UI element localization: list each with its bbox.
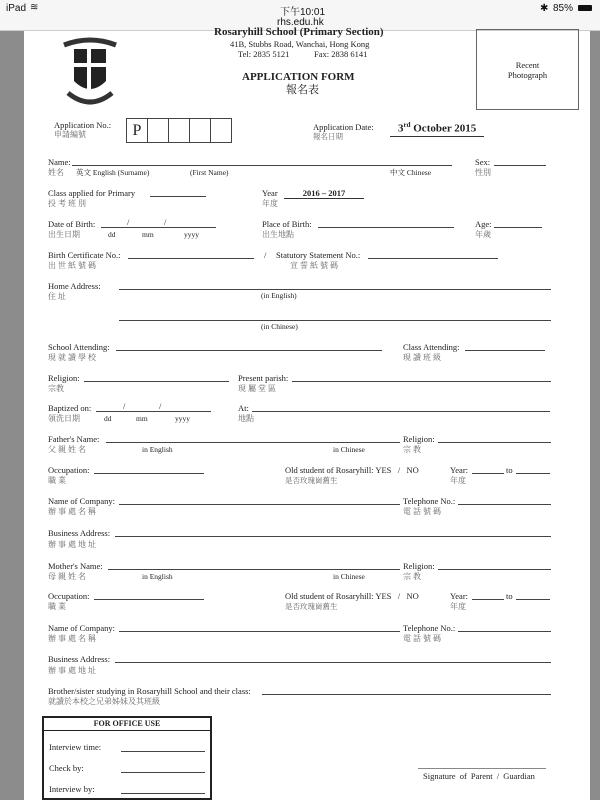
siblings-field[interactable]	[262, 694, 551, 695]
mother-business-address-field[interactable]	[115, 662, 551, 663]
app-date-label-zh: 報名日期	[313, 132, 343, 141]
app-no-prefix: P	[126, 118, 148, 143]
device-label: iPad	[6, 3, 27, 14]
mother-business-address-label-zh: 辦 事 處 地 址	[48, 666, 96, 675]
yyyy-hint: yyyy	[184, 230, 199, 239]
father-company-label-zh: 辦 事 處 名 稱	[48, 507, 96, 516]
father-religion-label: Religion:	[403, 434, 435, 444]
year-label-zh: 年度	[262, 199, 278, 208]
class-label: Class applied for Primary	[48, 188, 136, 198]
religion-label-zh: 宗教	[48, 384, 64, 393]
year-value: 2016 – 2017	[284, 188, 364, 199]
interview-by-field[interactable]	[121, 793, 205, 794]
first-name-hint: (First Name)	[190, 168, 229, 177]
mother-company-label-zh: 辦 事 處 名 稱	[48, 634, 96, 643]
to-label: to	[506, 465, 513, 475]
year-label-zh: 年度	[450, 476, 466, 485]
slash: /	[127, 217, 130, 227]
mother-religion-label: Religion:	[403, 561, 435, 571]
mother-company-label: Name of Company:	[48, 623, 116, 633]
office-use-box	[42, 716, 212, 800]
school-tel: Tel: 2835 5121	[238, 49, 290, 59]
father-religion-field[interactable]	[438, 442, 551, 443]
app-no-boxes[interactable]	[126, 118, 232, 143]
slash: /	[164, 217, 167, 227]
father-occupation-label: Occupation:	[48, 465, 90, 475]
mother-old-student-yes-no[interactable]: Old student of Rosaryhill: YES / NO	[285, 591, 419, 601]
religion-field[interactable]	[84, 381, 229, 382]
office-use-title: FOR OFFICE USE	[44, 718, 210, 731]
mother-telephone-field[interactable]	[458, 631, 551, 632]
mother-old-student-label-zh: 是否玫瑰崗舊生	[285, 602, 338, 611]
name-field[interactable]	[72, 165, 452, 166]
mother-occupation-label-zh: 職 業	[48, 602, 66, 611]
url-bar[interactable]: rhs.edu.hk	[277, 17, 324, 28]
school-attending-label: School Attending:	[48, 342, 110, 352]
battery-icon	[578, 5, 592, 11]
mother-name-field[interactable]	[108, 569, 400, 570]
in-chinese-hint: in Chinese	[333, 445, 365, 454]
siblings-label: Brother/sister studying in Rosaryhill School and their class:	[48, 686, 251, 696]
father-name-label: Father's Name:	[48, 434, 100, 444]
signature-field[interactable]	[418, 768, 546, 769]
mother-religion-label-zh: 宗 教	[403, 572, 421, 581]
home-address-chinese-field[interactable]	[119, 320, 551, 321]
dob-label-zh: 出生日期	[48, 230, 80, 239]
sex-label: Sex:	[475, 157, 491, 167]
app-date-value: 3rd October 2015	[390, 118, 484, 137]
mother-company-field[interactable]	[119, 631, 400, 632]
class-label-zh: 投 考 班 別	[48, 199, 86, 208]
birth-cert-label-zh: 出 世 紙 號 碼	[48, 261, 96, 270]
baptized-label: Baptized on:	[48, 403, 92, 413]
parish-field[interactable]	[292, 381, 551, 382]
father-name-label-zh: 父 親 姓 名	[48, 445, 86, 454]
school-attending-label-zh: 現 就 讀 學 校	[48, 353, 96, 362]
slash: /	[264, 250, 267, 260]
class-attending-field[interactable]	[465, 350, 545, 351]
father-year-label: Year:	[450, 465, 469, 475]
mother-year-from-field[interactable]	[472, 599, 504, 600]
dob-field[interactable]	[101, 227, 216, 228]
statutory-field[interactable]	[368, 258, 498, 259]
in-english-hint: in English	[142, 445, 173, 454]
at-field[interactable]	[252, 411, 550, 412]
father-telephone-field[interactable]	[458, 504, 551, 505]
father-company-field[interactable]	[119, 504, 400, 505]
age-field[interactable]	[494, 227, 542, 228]
at-label: At:	[238, 403, 249, 413]
surname-hint: 英文 English (Surname)	[76, 168, 150, 177]
interview-by-label: Interview by:	[49, 784, 95, 794]
mother-name-label: Mother's Name:	[48, 561, 103, 571]
to-label: to	[506, 591, 513, 601]
in-english-hint: (in English)	[261, 291, 297, 300]
dd-hint: dd	[108, 230, 116, 239]
document-page	[24, 26, 590, 800]
home-address-label: Home Address:	[48, 281, 101, 291]
mother-business-address-label: Business Address:	[48, 654, 111, 664]
mother-year-to-field[interactable]	[516, 599, 550, 600]
yyyy-hint: yyyy	[175, 414, 190, 423]
school-logo	[60, 31, 120, 116]
form-title-zh: 報名表	[286, 84, 319, 96]
mm-hint: mm	[136, 414, 148, 423]
bluetooth-icon: ✱	[540, 3, 549, 14]
age-label: Age:	[475, 219, 492, 229]
interview-time-label: Interview time:	[49, 742, 102, 752]
parish-label: Present parish:	[238, 373, 289, 383]
in-chinese-hint: (in Chinese)	[261, 322, 298, 331]
dob-label: Date of Birth:	[48, 219, 96, 229]
chinese-name-hint: 中文 Chinese	[390, 168, 432, 177]
sex-label-zh: 性別	[475, 168, 491, 177]
baptized-label-zh: 領洗日期	[48, 414, 80, 423]
name-label: Name:	[48, 157, 71, 167]
interview-time-field[interactable]	[121, 751, 205, 752]
school-address: 41B, Stubbs Road, Wanchai, Hong Kong	[230, 39, 370, 49]
birth-cert-label: Birth Certificate No.:	[48, 250, 121, 260]
photo-box: Recent Photograph	[476, 29, 579, 110]
mother-occupation-label: Occupation:	[48, 591, 90, 601]
father-business-address-label: Business Address:	[48, 528, 111, 538]
mother-year-label: Year:	[450, 591, 469, 601]
mother-telephone-label: Telephone No.:	[403, 623, 456, 633]
name-label-zh: 姓名	[48, 168, 64, 177]
father-occupation-field[interactable]	[94, 473, 204, 474]
app-no-label-zh: 申請編號	[54, 130, 86, 139]
signature-label: Signature of Parent / Guardian	[423, 771, 535, 781]
year-label-zh: 年度	[450, 602, 466, 611]
father-company-label: Name of Company:	[48, 496, 116, 506]
statutory-label: Statutory Statement No.:	[276, 250, 361, 260]
father-year-from-field[interactable]	[472, 473, 504, 474]
at-label-zh: 地點	[238, 414, 254, 423]
mother-telephone-label-zh: 電 話 號 碼	[403, 634, 441, 643]
mother-religion-field[interactable]	[438, 569, 551, 570]
school-fax: Fax: 2838 6141	[314, 49, 368, 59]
clock: 下午10:01	[280, 7, 326, 18]
statutory-label-zh: 宣 誓 紙 號 碼	[290, 261, 338, 270]
app-no-label: Application No.:	[54, 120, 112, 130]
father-religion-label-zh: 宗 教	[403, 445, 421, 454]
in-chinese-hint: in Chinese	[333, 572, 365, 581]
father-business-address-label-zh: 辦 事 處 地 址	[48, 540, 96, 549]
home-address-english-field[interactable]	[119, 289, 551, 290]
father-year-to-field[interactable]	[516, 473, 550, 474]
mm-hint: mm	[142, 230, 154, 239]
father-business-address-field[interactable]	[115, 536, 551, 537]
baptized-field[interactable]	[96, 411, 211, 412]
wifi-icon: ≋	[30, 2, 39, 13]
age-label-zh: 年歲	[475, 230, 491, 239]
pob-label: Place of Birth:	[262, 219, 312, 229]
father-telephone-label-zh: 電 話 號 碼	[403, 507, 441, 516]
class-attending-label: Class Attending:	[403, 342, 460, 352]
app-date-label: Application Date:	[313, 122, 374, 132]
class-attending-label-zh: 現 讀 班 級	[403, 353, 441, 362]
in-english-hint: in English	[142, 572, 173, 581]
check-by-field[interactable]	[121, 772, 205, 773]
school-name: Rosaryhill School (Primary Section)	[214, 26, 384, 38]
class-field[interactable]	[150, 196, 206, 197]
year-label: Year	[262, 188, 278, 198]
religion-label: Religion:	[48, 373, 80, 383]
pob-field[interactable]	[318, 227, 454, 228]
parish-label-zh: 現 屬 堂 區	[238, 384, 276, 393]
form-title: APPLICATION FORM	[242, 71, 355, 83]
father-occupation-label-zh: 職 業	[48, 476, 66, 485]
father-old-student-label-zh: 是否玫瑰崗舊生	[285, 476, 338, 485]
pob-label-zh: 出生地點	[262, 230, 294, 239]
check-by-label: Check by:	[49, 763, 84, 773]
father-name-field[interactable]	[106, 442, 400, 443]
father-old-student-yes-no[interactable]: Old student of Rosaryhill: YES / NO	[285, 465, 419, 475]
school-attending-field[interactable]	[116, 350, 382, 351]
dd-hint: dd	[104, 414, 112, 423]
slash: /	[123, 401, 126, 411]
battery-level: 85%	[553, 3, 574, 14]
father-telephone-label: Telephone No.:	[403, 496, 456, 506]
mother-name-label-zh: 母 親 姓 名	[48, 572, 86, 581]
home-address-label-zh: 住 址	[48, 292, 66, 301]
mother-occupation-field[interactable]	[94, 599, 204, 600]
slash: /	[159, 401, 162, 411]
sex-field[interactable]	[494, 165, 546, 166]
birth-cert-field[interactable]	[128, 258, 254, 259]
siblings-label-zh: 就讀於本校之兄弟姊妹及其班級	[48, 697, 160, 706]
